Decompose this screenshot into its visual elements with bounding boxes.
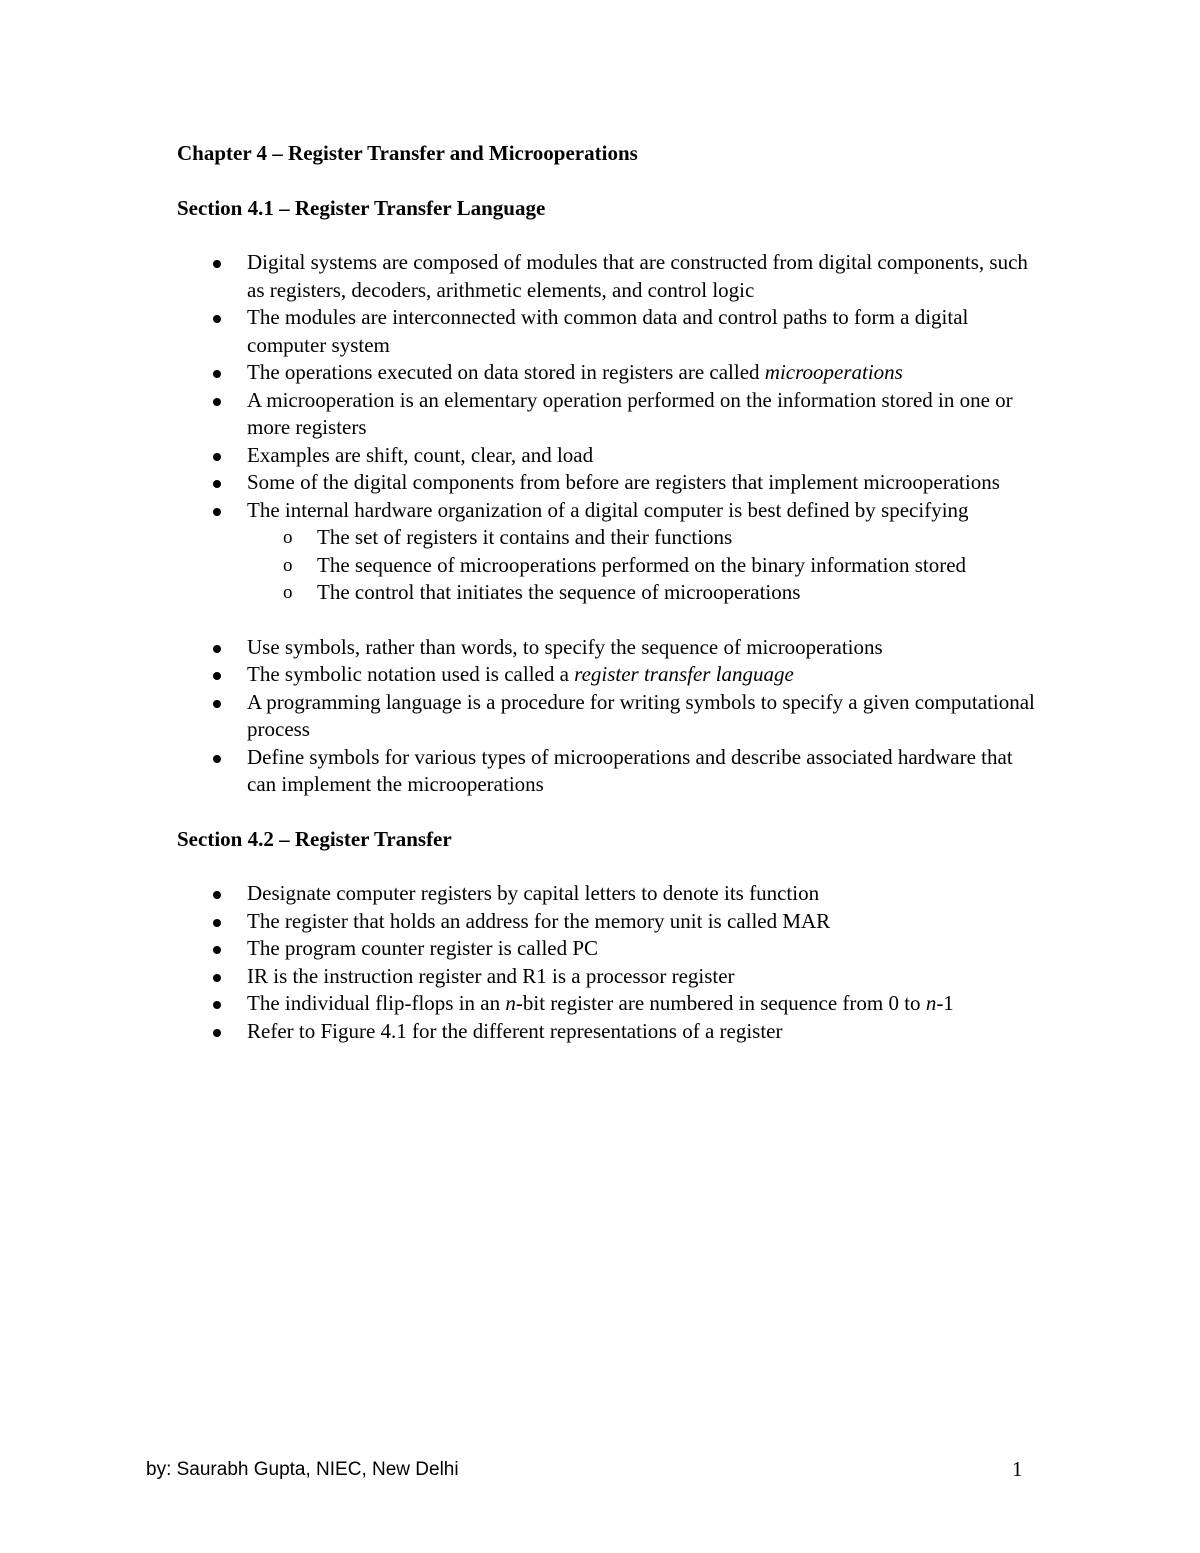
list-item <box>177 935 1037 963</box>
list-item <box>177 249 1037 304</box>
bullet-icon <box>213 260 221 268</box>
bullet-icon <box>213 919 221 927</box>
list-item <box>177 497 1037 607</box>
sub-list-item-text: The sequence of microoperations performed on the binary information stored <box>317 552 967 577</box>
circle-bullet-icon: o <box>283 554 293 576</box>
sub-list-item <box>247 579 1037 607</box>
bullet-icon <box>213 508 221 516</box>
bullet-icon <box>213 891 221 899</box>
page-content <box>177 140 1037 1045</box>
list-item-text: Some of the digital components from before are registers that implement microoperations <box>247 470 1000 494</box>
list-item <box>177 963 1037 991</box>
list-item-text: The register that holds an address for the memory unit is called MAR <box>247 908 831 933</box>
list-item <box>177 880 1037 908</box>
list-item <box>177 908 1037 936</box>
list-item-text: Refer to Figure 4.1 for the different representations of a register <box>247 1018 783 1043</box>
list-item <box>177 689 1037 744</box>
sub-list-item-text: The control that initiates the sequence of microoperations <box>317 580 801 604</box>
list-item <box>177 469 1037 497</box>
emphasis-term: register transfer language <box>574 662 794 686</box>
list-item-text: The symbolic notation used is called a <box>247 662 575 686</box>
sub-bullet-list <box>247 524 1037 607</box>
section-4-1-bullets-a <box>177 249 1037 607</box>
bullet-icon <box>213 672 221 680</box>
bullet-icon <box>213 1029 221 1037</box>
list-item-text: A programming language is a procedure for writing symbols to specify a given computational process <box>247 689 1035 741</box>
circle-bullet-icon: o <box>283 582 293 603</box>
bullet-icon <box>213 645 221 653</box>
emphasis-variable: n <box>925 991 937 1015</box>
bullet-icon <box>213 755 221 763</box>
list-item <box>177 359 1037 387</box>
list-item <box>177 1018 1037 1046</box>
list-item-text: Examples are shift, count, clear, and load <box>247 442 594 467</box>
bullet-icon <box>213 1001 221 1009</box>
footer-author: by: Saurabh Gupta, NIEC, New Delhi <box>146 1459 459 1480</box>
section-4-1-title: Section 4.1 – Register Transfer Language <box>177 195 546 220</box>
list-item <box>177 442 1037 470</box>
list-item-text: Use symbols, rather than words, to specify the sequence of microoperations <box>247 634 883 659</box>
bullet-icon <box>213 453 221 461</box>
list-item-text: The modules are interconnected with common data and control paths to form a digital computer system <box>247 305 969 357</box>
bullet-icon <box>213 370 221 378</box>
list-item-text: The operations executed on data stored in registers are called <box>247 360 765 384</box>
sub-list-item <box>247 524 1037 552</box>
list-item-text: A microoperation is an elementary operation performed on the information stored in one or more registers <box>247 387 1013 439</box>
bullet-icon <box>213 974 221 982</box>
list-item <box>177 990 1037 1018</box>
list-item-text: The individual flip-flops in an <box>247 991 506 1015</box>
bullet-icon <box>213 700 221 708</box>
chapter-title: Chapter 4 – Register Transfer and Microoperations <box>177 141 638 165</box>
sub-list-item <box>247 552 1037 580</box>
section-4-1-bullets-b <box>177 634 1037 799</box>
spacer <box>177 607 1037 634</box>
list-item-text: Define symbols for various types of microoperations and describe associated hardware that can implement the microoperations <box>247 744 1013 796</box>
list-item-text: The program counter register is called PC <box>247 936 599 960</box>
bullet-icon <box>213 398 221 406</box>
section-4-2-title: Section 4.2 – Register Transfer <box>177 826 452 851</box>
list-item <box>177 634 1037 662</box>
list-item <box>177 744 1037 799</box>
list-item <box>177 661 1037 689</box>
page-number: 1 <box>1012 1457 1023 1481</box>
bullet-icon <box>213 315 221 323</box>
list-item <box>177 304 1037 359</box>
bullet-icon <box>213 946 221 954</box>
list-item-text: The internal hardware organization of a digital computer is best defined by specifying <box>247 497 969 522</box>
list-item-text: IR is the instruction register and R1 is a processor register <box>247 963 735 988</box>
list-item-text: -1 <box>936 991 954 1015</box>
emphasis-term: microoperations <box>764 360 903 384</box>
list-item-text: -bit register are numbered in sequence from 0 to <box>515 991 926 1015</box>
spacer <box>177 799 1037 826</box>
list-item <box>177 387 1037 442</box>
section-4-2-bullets <box>177 880 1037 1045</box>
emphasis-variable: n <box>505 991 516 1015</box>
circle-bullet-icon: o <box>283 527 293 548</box>
list-item-text: Digital systems are composed of modules that are constructed from digital components, such as registers, decoders, arithmetic elements, and control logic <box>247 250 1028 302</box>
sub-list-item-text: The set of registers it contains and their functions <box>317 525 733 549</box>
list-item-text: Designate computer registers by capital letters to denote its function <box>247 881 820 905</box>
bullet-icon <box>213 480 221 488</box>
